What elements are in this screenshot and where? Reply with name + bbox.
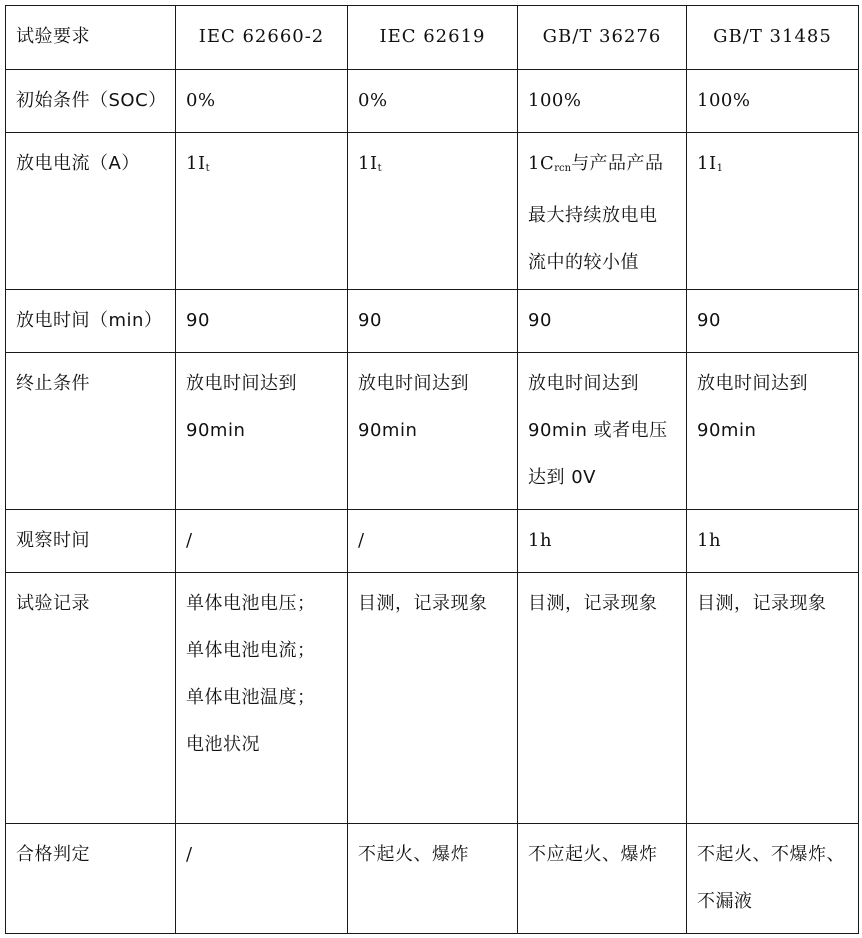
table-row: [6, 573, 859, 824]
table-cell: 目测，记录现象: [687, 573, 859, 824]
cell-line: 电池状况: [186, 734, 260, 755]
table-row: [6, 510, 859, 573]
table-cell: 目测，记录现象: [348, 573, 518, 824]
table-cell: 0%: [348, 70, 518, 133]
table-cell: [687, 353, 859, 510]
cell-line: 放电时间达到: [186, 373, 297, 394]
table-cell: 90: [348, 290, 518, 353]
cell-line: 90min: [186, 420, 246, 441]
row-label: 放电电流（A）: [6, 133, 176, 290]
table-row: [6, 70, 859, 133]
table-cell: 100%: [518, 70, 687, 133]
row-label: 放电时间（min）: [6, 290, 176, 353]
table-cell: [176, 133, 348, 290]
table-cell: 不起火、爆炸: [348, 824, 518, 934]
cell-line: 放电时间达到: [697, 373, 808, 394]
current-value: $1I_t$: [358, 153, 382, 174]
table-cell: [518, 353, 687, 510]
table-cell: 100%: [687, 70, 859, 133]
cell-line: 流中的较小值: [528, 252, 639, 273]
table-row: [6, 824, 859, 934]
row-label: 试验记录: [6, 573, 176, 824]
table-row: [6, 133, 859, 290]
cell-line: 放电时间达到: [358, 373, 469, 394]
cell-line: 最大持续放电电: [528, 205, 658, 226]
cell-line: 90min: [358, 420, 418, 441]
cell-line: 90min: [697, 420, 757, 441]
table-cell: [687, 824, 859, 934]
table-cell: /: [176, 510, 348, 573]
row-label: 合格判定: [6, 824, 176, 934]
cell-line: 达到 0V: [528, 467, 596, 488]
table-cell: 90: [518, 290, 687, 353]
cell-line: 单体电池电压；: [186, 593, 316, 614]
cell-line: 不漏液: [697, 891, 753, 912]
cell-line: 不起火、不爆炸、: [697, 844, 845, 865]
header-cell: 试验要求: [6, 6, 176, 70]
table-header-row: [6, 6, 859, 70]
table-cell: [687, 133, 859, 290]
header-cell: IEC 62660-2: [176, 6, 348, 70]
row-label: 终止条件: [6, 353, 176, 510]
table-cell: 90: [687, 290, 859, 353]
table-cell: 0%: [176, 70, 348, 133]
table-cell: /: [176, 824, 348, 934]
table-row: [6, 290, 859, 353]
table-cell: [348, 353, 518, 510]
table-cell: 1h: [687, 510, 859, 573]
table-cell: 90: [176, 290, 348, 353]
current-value: $1I_1$: [697, 153, 723, 174]
table-cell: /: [348, 510, 518, 573]
table-cell: 不应起火、爆炸: [518, 824, 687, 934]
cell-line: 放电时间达到: [528, 373, 639, 394]
table-cell: 1h: [518, 510, 687, 573]
cell-line: 单体电池电流；: [186, 640, 316, 661]
table-cell: [176, 353, 348, 510]
table-cell: [518, 133, 687, 290]
current-value: $1C_{rcn}$与产品产品: [528, 153, 664, 174]
table-cell: 目测，记录现象: [518, 573, 687, 824]
header-cell: GB/T 31485: [687, 6, 859, 70]
requirements-table: [5, 5, 859, 934]
cell-line: 单体电池温度；: [186, 687, 316, 708]
header-cell: IEC 62619: [348, 6, 518, 70]
table-cell: [348, 133, 518, 290]
row-label: 初始条件（SOC）: [6, 70, 176, 133]
cell-line: 90min 或者电压: [528, 420, 668, 441]
header-cell: GB/T 36276: [518, 6, 687, 70]
table-cell: [176, 573, 348, 824]
current-value: $1I_t$: [186, 153, 210, 174]
table-row: [6, 353, 859, 510]
row-label: 观察时间: [6, 510, 176, 573]
